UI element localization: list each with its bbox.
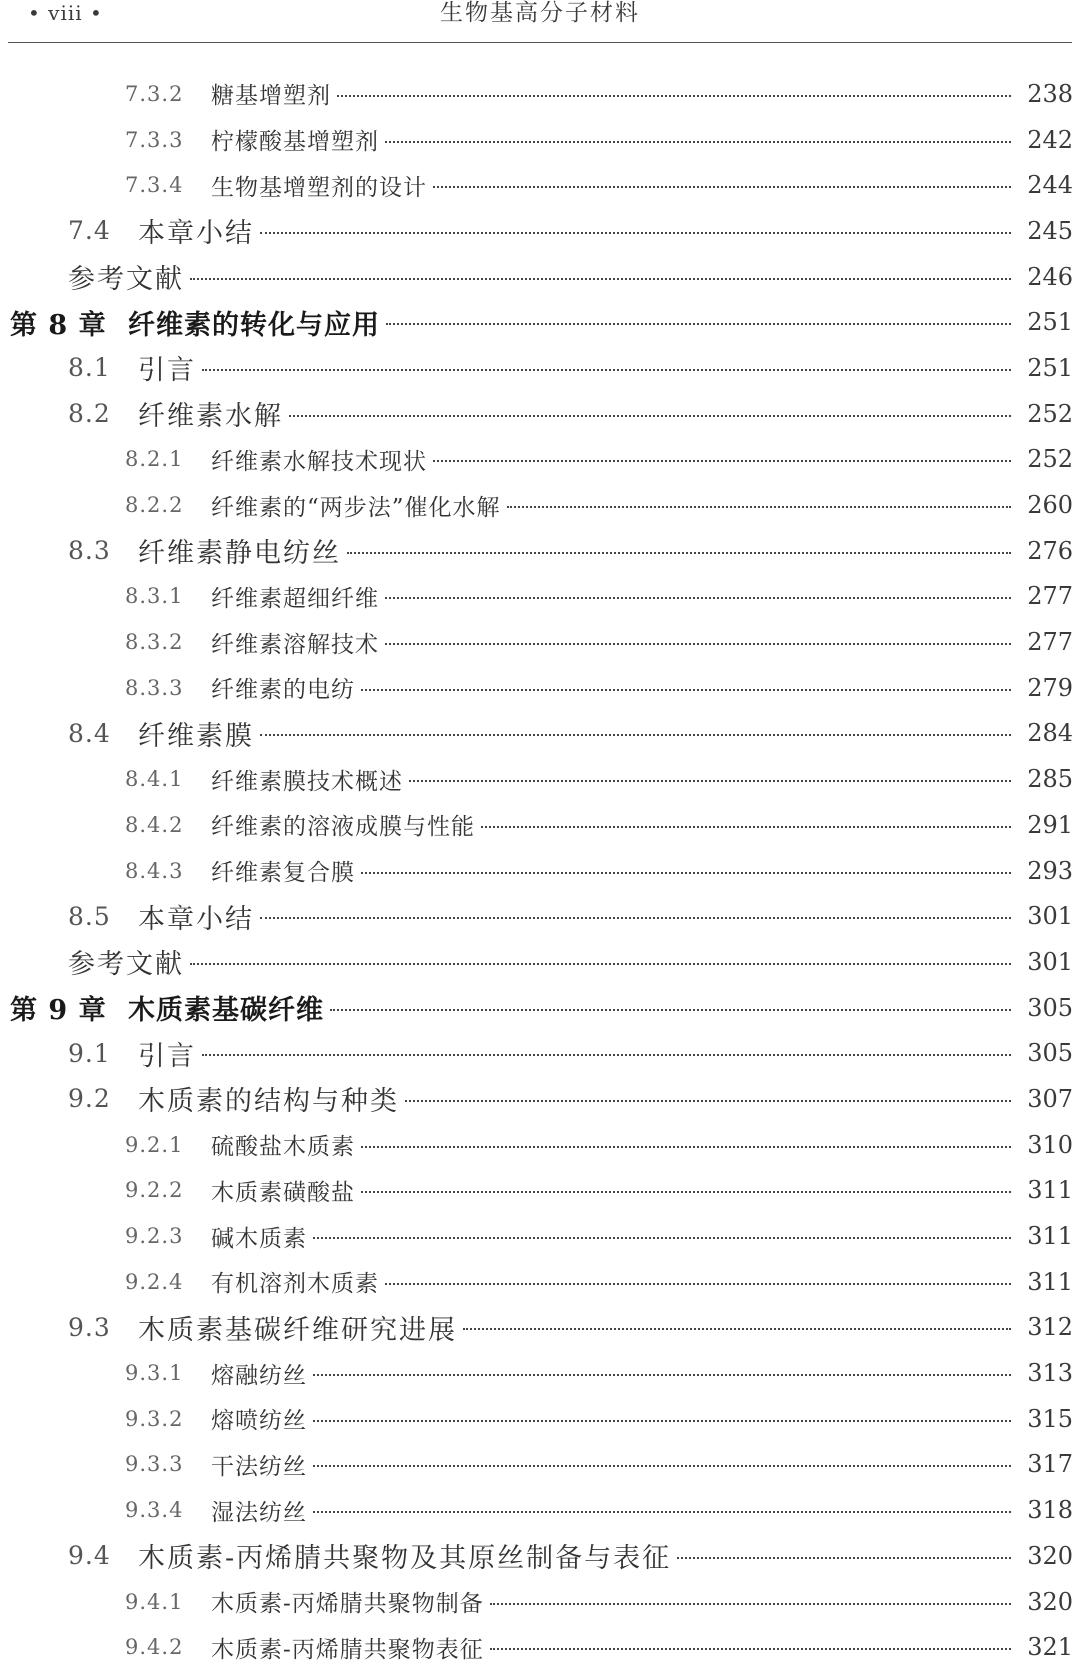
toc-entry-page: 285 [1027,765,1073,794]
toc-entry-title: 纤维素的溶液成膜与性能 [211,814,475,841]
toc-entry-page: 311 [1027,1176,1073,1205]
toc-entry-chapter [0,299,1080,345]
toc-entry-title: 熔融纺丝 [211,1362,307,1389]
toc-entry-subsection [0,1168,1080,1214]
toc-entry-page: 277 [1027,582,1073,611]
toc-entry-section [0,345,1080,391]
toc-entry-title: 本章小结 [138,218,254,250]
toc-entry-title: 木质素-丙烯腈共聚物及其原丝制备与表征 [138,1543,672,1575]
toc-entry-title: 纤维素膜技术概述 [211,768,403,795]
dot-leader [260,734,1011,736]
toc-entry-number: 第 9 章 [10,995,107,1027]
toc-entry-number: 8.4.2 [125,812,184,837]
toc-entry-section [0,391,1080,437]
dot-leader [361,689,1011,691]
toc-entry-number: 9.2.3 [125,1224,184,1249]
dot-leader [260,232,1011,234]
header-rule [8,42,1072,43]
toc-entry-title: 纤维素的“两步法”催化水解 [211,494,501,521]
toc-entry-section [0,711,1080,757]
toc-entry-page: 305 [1027,1039,1073,1068]
toc-entry-number: 7.3.3 [125,127,184,152]
toc-entry-page: 311 [1027,1222,1073,1251]
table-of-contents [0,71,1080,1670]
toc-entry-page: 284 [1027,719,1073,748]
toc-entry-subsection [0,117,1080,163]
toc-entry-page: 293 [1027,856,1073,885]
toc-entry-title: 纤维素水解 [138,401,283,433]
toc-entry-title: 有机溶剂木质素 [211,1271,379,1298]
toc-entry-subsection [0,848,1080,894]
dot-leader [490,1603,1011,1605]
dot-leader [313,1420,1011,1422]
toc-entry-subsection [0,1396,1080,1442]
toc-entry-page: 252 [1027,445,1073,474]
dot-leader [313,1465,1011,1467]
toc-entry-number: 8.2.2 [125,493,184,518]
toc-entry-number: 8.4.3 [125,858,184,883]
toc-entry-section [0,1030,1080,1076]
toc-entry-number: 9.2.2 [125,1178,184,1203]
toc-entry-page: 244 [1027,171,1073,200]
toc-entry-title: 木质素-丙烯腈共聚物表征 [211,1636,484,1663]
toc-entry-subsection [0,756,1080,802]
dot-leader [385,597,1011,599]
toc-entry-page: 318 [1027,1496,1073,1525]
dot-leader [337,95,1011,97]
toc-entry-page: 313 [1027,1359,1073,1388]
toc-entry-number: 9.1 [68,1038,111,1068]
toc-entry-title: 木质素的结构与种类 [138,1086,399,1118]
toc-entry-page: 251 [1027,353,1073,382]
toc-entry-subsection [0,619,1080,665]
dot-leader [490,1648,1011,1650]
toc-entry-number: 9.3.1 [125,1361,184,1386]
dot-leader [507,506,1011,508]
toc-entry-number: 9.4.1 [125,1589,184,1614]
toc-entry-title: 参考文献 [68,264,184,296]
toc-entry-title: 纤维素静电纺丝 [138,538,341,570]
toc-entry-page: 276 [1027,536,1073,565]
toc-entry-subsection [0,1579,1080,1625]
toc-entry-page: 260 [1027,491,1073,520]
toc-entry-number: 9.2 [68,1084,111,1114]
dot-leader [433,460,1011,462]
toc-entry-page: 301 [1027,947,1073,976]
toc-entry-number: 8.3.3 [125,675,184,700]
toc-entry-number: 8.3.1 [125,584,184,609]
dot-leader [347,552,1011,554]
toc-entry-title: 引言 [138,355,196,387]
dot-leader [361,1146,1011,1148]
toc-entry-title: 湿法纺丝 [211,1499,307,1526]
toc-entry-page: 320 [1027,1587,1073,1616]
toc-entry-number: 8.3 [68,536,111,566]
toc-entry-number: 8.3.2 [125,630,184,655]
toc-entry-subsection [0,1122,1080,1168]
toc-entry-subsection [0,437,1080,483]
toc-entry-subsection [0,802,1080,848]
toc-entry-page: 312 [1027,1313,1073,1342]
toc-entry-subsection [0,482,1080,528]
toc-entry-title: 生物基增塑剂的设计 [211,174,427,201]
dot-leader [409,780,1011,782]
toc-entry-subsection [0,1624,1080,1670]
toc-entry-number: 8.4.1 [125,767,184,792]
toc-entry-title: 本章小结 [138,903,254,935]
toc-entry-page: 238 [1027,79,1073,108]
toc-entry-page: 310 [1027,1130,1073,1159]
dot-leader [190,278,1011,280]
toc-entry-title: 纤维素复合膜 [211,860,355,887]
running-header [0,0,1080,44]
dot-leader [330,1009,1011,1011]
dot-leader [313,1374,1011,1376]
toc-entry-page: 311 [1027,1267,1073,1296]
toc-entry-section [0,208,1080,254]
toc-entry-number: 第 8 章 [10,309,107,341]
toc-entry-number: 9.3.3 [125,1452,184,1477]
book-title: 生物基高分子材料 [440,0,640,26]
dot-leader [289,415,1011,417]
toc-entry-subsection [0,1259,1080,1305]
toc-entry-subsection [0,1213,1080,1259]
toc-entry-page: 315 [1027,1404,1073,1433]
toc-entry-page: 305 [1027,993,1073,1022]
toc-entry-section [0,528,1080,574]
toc-entry-number: 9.3.4 [125,1498,184,1523]
dot-leader [361,872,1011,874]
dot-leader [385,643,1011,645]
toc-entry-page: 307 [1027,1084,1073,1113]
toc-entry-section [0,893,1080,939]
toc-entry-page: 317 [1027,1450,1073,1479]
toc-entry-refs [0,939,1080,985]
dot-leader [202,369,1011,371]
dot-leader [190,963,1011,965]
toc-entry-chapter [0,985,1080,1031]
toc-entry-title: 木质素-丙烯腈共聚物制备 [211,1591,484,1618]
toc-entry-number: 9.4 [68,1541,111,1571]
dot-leader [313,1511,1011,1513]
toc-entry-number: 9.3.2 [125,1406,184,1431]
toc-entry-number: 8.1 [68,353,111,383]
toc-entry-page: 251 [1027,308,1073,337]
toc-entry-page: 245 [1027,216,1073,245]
toc-entry-subsection [0,71,1080,117]
toc-entry-title: 干法纺丝 [211,1453,307,1480]
toc-entry-refs [0,254,1080,300]
toc-entry-title: 参考文献 [68,949,184,981]
dot-leader [385,141,1011,143]
dot-leader [361,1191,1011,1193]
toc-entry-page: 246 [1027,262,1073,291]
toc-entry-subsection [0,1350,1080,1396]
toc-entry-section [0,1076,1080,1122]
toc-entry-number: 9.4.2 [125,1635,184,1660]
dot-leader [385,1283,1011,1285]
toc-entry-number: 8.4 [68,718,111,748]
page-number: • viii • [28,1,103,25]
toc-entry-number: 9.2.1 [125,1132,184,1157]
toc-entry-page: 279 [1027,673,1073,702]
toc-entry-title: 纤维素的电纺 [211,677,355,704]
toc-entry-number: 7.3.2 [125,81,184,106]
toc-entry-title: 木质素基碳纤维 [128,995,324,1027]
toc-entry-title: 糖基增塑剂 [211,83,331,110]
toc-entry-number: 7.3.4 [125,173,184,198]
dot-leader [677,1557,1011,1559]
toc-entry-page: 320 [1027,1541,1073,1570]
dot-leader [386,323,1011,325]
toc-entry-title: 碱木质素 [211,1225,307,1252]
dot-leader [433,186,1011,188]
toc-entry-subsection [0,574,1080,620]
dot-leader [405,1100,1011,1102]
toc-entry-page: 252 [1027,399,1073,428]
toc-entry-title: 硫酸盐木质素 [211,1134,355,1161]
dot-leader [313,1237,1011,1239]
dot-leader [481,826,1011,828]
toc-entry-subsection [0,162,1080,208]
dot-leader [202,1054,1011,1056]
toc-entry-number: 8.2.1 [125,447,184,472]
toc-entry-section [0,1533,1080,1579]
toc-entry-page: 277 [1027,628,1073,657]
toc-entry-title: 木质素基碳纤维研究进展 [138,1314,457,1346]
dot-leader [260,917,1011,919]
toc-entry-subsection [0,1487,1080,1533]
toc-entry-subsection [0,1442,1080,1488]
toc-entry-number: 9.2.4 [125,1269,184,1294]
toc-entry-subsection [0,665,1080,711]
toc-entry-number: 7.4 [68,216,111,246]
toc-entry-title: 木质素磺酸盐 [211,1179,355,1206]
toc-entry-page: 291 [1027,810,1073,839]
toc-entry-number: 8.2 [68,399,111,429]
toc-entry-title: 纤维素超细纤维 [211,585,379,612]
toc-entry-title: 引言 [138,1040,196,1072]
toc-entry-number: 9.3 [68,1312,111,1342]
toc-entry-page: 242 [1027,125,1073,154]
toc-entry-section [0,1305,1080,1351]
toc-entry-page: 321 [1027,1633,1073,1662]
toc-entry-title: 纤维素的转化与应用 [128,309,380,341]
toc-entry-title: 纤维素溶解技术 [211,631,379,658]
dot-leader [463,1328,1011,1330]
toc-entry-title: 柠檬酸基增塑剂 [211,129,379,156]
toc-entry-page: 301 [1027,902,1073,931]
toc-entry-title: 纤维素膜 [138,720,254,752]
toc-entry-title: 纤维素水解技术现状 [211,448,427,475]
toc-entry-number: 8.5 [68,901,111,931]
toc-entry-title: 熔喷纺丝 [211,1408,307,1435]
